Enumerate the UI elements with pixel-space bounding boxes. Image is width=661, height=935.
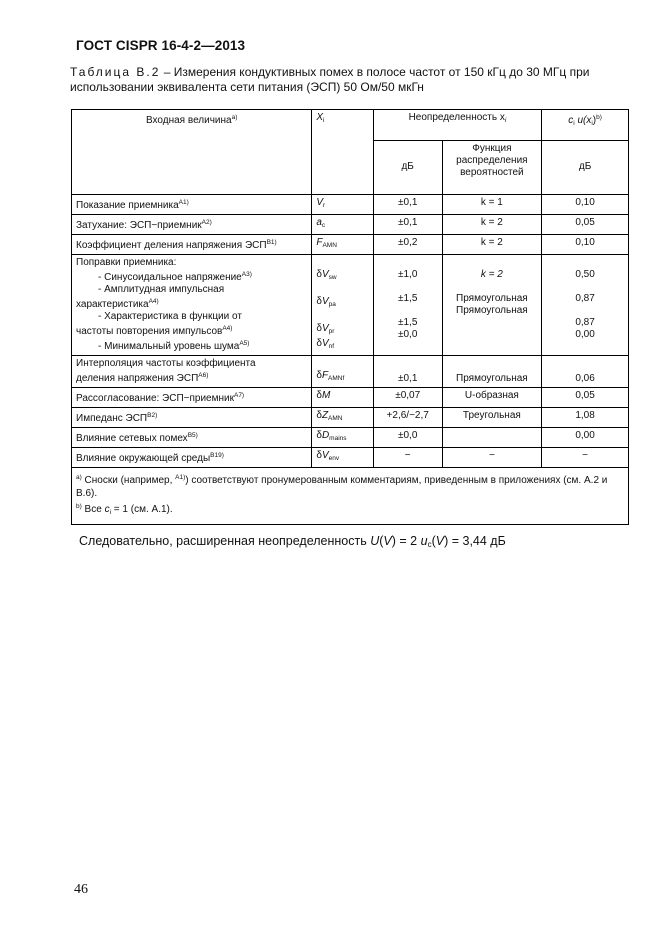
footnote-a-text-1: Сноски (например, <box>81 475 176 486</box>
corr-d-name: - Минимальный уровень шума <box>98 341 240 352</box>
row-symbol <box>312 255 373 356</box>
corr-d-ci: 0,00 <box>575 329 595 340</box>
header-ci-sub: i <box>573 120 575 127</box>
conclusion-part-2: ) = 2 <box>391 534 421 548</box>
row-ci: 0,00 <box>542 428 629 448</box>
conclusion-paren-2: ( <box>431 534 436 548</box>
corrections-title: Поправки приемника: <box>76 257 177 268</box>
corr-a-name: - Синусоидальное напряжение <box>98 272 242 283</box>
row-sup: B2) <box>147 412 158 419</box>
row-name-text: Импеданс ЭСП <box>76 413 148 424</box>
footnote-a-text-2: ) соответствуют пронумерованным комментариям, приведенным в приложениях (см. А.2 и В.6). <box>76 475 608 499</box>
header-distribution: Функция распределения вероятностей <box>442 140 542 194</box>
header-ci-u-end: ) <box>592 115 597 126</box>
symbol: Z <box>321 410 329 421</box>
row-distribution: Прямоугольная <box>442 356 542 388</box>
row-uncertainty: ±0,2 <box>373 235 442 255</box>
row-uncertainty: +2,6/−2,7 <box>373 408 442 428</box>
symbol-prefix: δ <box>316 410 322 421</box>
header-uncertainty <box>373 110 541 141</box>
symbol-sub: mains <box>329 435 347 442</box>
row-name-text: Показание приемника <box>76 200 179 211</box>
row-symbol <box>312 195 373 215</box>
footnote-b-c-sub: i <box>109 509 112 516</box>
corr-b-sym-sub: pa <box>328 301 336 308</box>
row-uncertainty: ±0,1 <box>373 215 442 235</box>
row-distribution: k = 2 <box>442 215 542 235</box>
symbol-sub: c <box>321 222 326 229</box>
page-number: 46 <box>74 882 88 897</box>
row-sup: B1) <box>266 239 277 246</box>
header-input-label: Входная величина <box>145 115 232 126</box>
row-ci: 1,08 <box>542 408 629 428</box>
table-caption <box>70 65 610 95</box>
symbol: a <box>316 217 322 228</box>
header-uncertainty-label: Неопределенность x <box>408 112 505 123</box>
symbol: V <box>316 197 324 208</box>
row-symbol <box>312 428 373 448</box>
header-input-sup: a) <box>231 114 238 121</box>
caption-lead: Таблица В.2 <box>70 65 161 79</box>
corr-a-sym-sub: sw <box>328 274 337 281</box>
row-sup: A2) <box>201 219 212 226</box>
row-symbol <box>312 388 373 408</box>
corr-d-sym: V <box>321 338 329 349</box>
caption-text: – Измерения кондуктивных помех в полосе частот от 150 кГц до 30 МГц при использовании эквивалента сети питания (ЭСП) 50 Ом/50 мкГн <box>70 65 590 94</box>
corr-c-sym-prefix: δ <box>316 323 322 334</box>
row-distribution: − <box>442 448 542 468</box>
corr-a-unc: ±1,0 <box>397 269 418 280</box>
symbol-sub: env <box>328 455 340 462</box>
conclusion-V1: V <box>383 534 392 548</box>
symbol: D <box>321 430 330 441</box>
row-distribution: k = 1 <box>442 195 542 215</box>
row-uncertainty: ±0,1 <box>373 195 442 215</box>
conclusion-paren-1: ( <box>379 534 384 548</box>
row-sup: A6) <box>198 372 209 379</box>
row-ci <box>542 255 629 356</box>
row-ci: 0,10 <box>542 235 629 255</box>
row-name <box>72 408 312 428</box>
symbol-prefix: δ <box>316 450 322 461</box>
row-name <box>72 215 312 235</box>
conclusion-U: U <box>370 534 380 548</box>
footnote-b-c: c <box>104 504 110 515</box>
symbol-sub: AMNf <box>328 375 345 382</box>
header-input-quantity <box>72 110 312 195</box>
header-xi-sub: i <box>323 117 325 124</box>
table-row <box>72 356 629 388</box>
row-ci: 0,05 <box>542 215 629 235</box>
row-name <box>72 356 312 388</box>
row-ci: 0,10 <box>542 195 629 215</box>
symbol-sub: AMN <box>328 415 343 422</box>
row-name-text: Рассогласование: ЭСП−приемник <box>76 393 234 404</box>
symbol-sub: AMN <box>322 242 337 249</box>
row-symbol <box>312 356 373 388</box>
table-footnotes <box>72 468 629 525</box>
corr-c-unc: ±1,5 <box>397 317 418 328</box>
row-name <box>72 428 312 448</box>
conclusion-u: u <box>420 534 428 548</box>
symbol-sub: r <box>323 202 326 209</box>
row-name-text: Влияние окружающей среды <box>76 453 211 464</box>
row-ci: 0,05 <box>542 388 629 408</box>
row-uncertainty: ±0,0 <box>373 428 442 448</box>
row-name-text-2: деления напряжения ЭСП <box>76 373 199 384</box>
table-header-row-1 <box>72 110 629 141</box>
corr-a-ci: 0,50 <box>575 269 595 280</box>
row-uncertainty: ±0,07 <box>373 388 442 408</box>
header-uncertainty-sub: i <box>504 117 507 124</box>
symbol: F <box>316 237 323 248</box>
footnote-a-sup: A1) <box>175 474 186 481</box>
row-uncertainty: ±0,1 <box>373 356 442 388</box>
row-distribution <box>442 255 542 356</box>
corr-d-sup: A5) <box>239 340 250 347</box>
document-header: ГОСТ CISPR 16-4-2—2013 <box>76 38 246 53</box>
header-ci-u-sub: i <box>591 120 593 127</box>
row-ci: 0,06 <box>542 356 629 388</box>
row-name-text: Коэффициент деления напряжения ЭСП <box>76 240 267 251</box>
corr-a-dist: k = 2 <box>480 269 503 280</box>
row-name <box>72 255 312 356</box>
corr-d-sym-sub: nf <box>328 343 335 350</box>
header-db: дБ <box>373 140 442 194</box>
row-sup: A1) <box>178 199 189 206</box>
row-symbol <box>312 235 373 255</box>
row-symbol <box>312 448 373 468</box>
header-ci-u-label: u(x <box>574 115 592 126</box>
corr-c-ci: 0,87 <box>575 317 595 328</box>
row-name-text-1: Интерполяция частоты коэффициента <box>76 358 256 369</box>
corr-c-sup: A4) <box>222 325 233 332</box>
footnote-b-text-2: = 1 (см. А.1). <box>111 504 173 515</box>
corr-c-dist: Прямоугольная <box>456 305 528 316</box>
table-footnotes-row <box>72 468 629 525</box>
corr-b-ci: 0,87 <box>575 293 595 304</box>
table-row <box>72 215 629 235</box>
row-symbol <box>312 408 373 428</box>
row-distribution: U-образная <box>442 388 542 408</box>
row-name <box>72 448 312 468</box>
header-ci-sup: b) <box>596 114 602 121</box>
footnote-b-text-1: Все <box>81 504 105 515</box>
table-row-corrections <box>72 255 629 356</box>
row-distribution: k = 2 <box>442 235 542 255</box>
corr-a-sym: V <box>321 269 329 280</box>
row-name-text: Затухание: ЭСП−приемник <box>76 220 202 231</box>
symbol: F <box>321 370 329 381</box>
row-symbol <box>312 215 373 235</box>
corr-b-sym-prefix: δ <box>316 296 322 307</box>
corr-c-name-1: - Характеристика в функции от <box>98 311 242 322</box>
corr-d-unc: ±0,0 <box>397 329 418 340</box>
header-ci: c <box>568 115 574 126</box>
table-row <box>72 408 629 428</box>
corr-b-sym: V <box>321 296 329 307</box>
table-row <box>72 235 629 255</box>
corr-b-sup: A4) <box>148 298 159 305</box>
header-xi <box>312 110 373 195</box>
header-xi-symbol: X <box>316 112 324 123</box>
symbol-prefix: δ <box>316 430 322 441</box>
header-ci-db: дБ <box>542 140 629 194</box>
conclusion-V2: V <box>435 534 445 548</box>
row-name-text: Влияние сетевых помех <box>76 433 188 444</box>
table-row <box>72 428 629 448</box>
row-distribution <box>442 428 542 448</box>
symbol-prefix: δ <box>316 370 322 381</box>
row-ci: − <box>542 448 629 468</box>
corr-c-sym: V <box>321 323 329 334</box>
table-row <box>72 195 629 215</box>
symbol: V <box>321 450 329 461</box>
row-name <box>72 388 312 408</box>
corr-a-sup: A3) <box>241 271 252 278</box>
corr-b-dist: Прямоугольная <box>456 293 528 304</box>
table-row <box>72 448 629 468</box>
symbol: M <box>321 390 331 401</box>
row-sup: B5) <box>187 432 198 439</box>
row-name <box>72 195 312 215</box>
corr-b-name-1: - Амплитудная импульсная <box>98 284 225 295</box>
conclusion-part-1: Следовательно, расширенная неопределенность <box>79 534 371 548</box>
footnote-a-mark: a) <box>76 474 82 481</box>
row-distribution: Треугольная <box>442 408 542 428</box>
conclusion-u-sub: c <box>427 540 432 549</box>
header-ci-u <box>542 110 629 141</box>
footnote-b-mark: b) <box>76 503 82 510</box>
table-row <box>72 388 629 408</box>
corr-d-sym-prefix: δ <box>316 338 322 349</box>
conclusion-part-3: ) = 3,44 дБ <box>444 534 506 548</box>
uncertainty-table <box>71 109 629 525</box>
corr-b-unc: ±1,5 <box>397 293 418 304</box>
row-uncertainty <box>373 255 442 356</box>
row-name <box>72 235 312 255</box>
corr-c-sym-sub: pr <box>328 328 335 335</box>
row-sup: B19) <box>210 452 224 459</box>
corr-a-sym-prefix: δ <box>316 269 322 280</box>
conclusion-text <box>79 534 506 549</box>
corr-b-name-2: характеристика <box>76 299 149 310</box>
row-uncertainty: − <box>373 448 442 468</box>
row-sup: A7) <box>233 392 245 399</box>
symbol-prefix: δ <box>316 390 322 401</box>
corr-c-name-2: частоты повторения импульсов <box>76 326 223 337</box>
